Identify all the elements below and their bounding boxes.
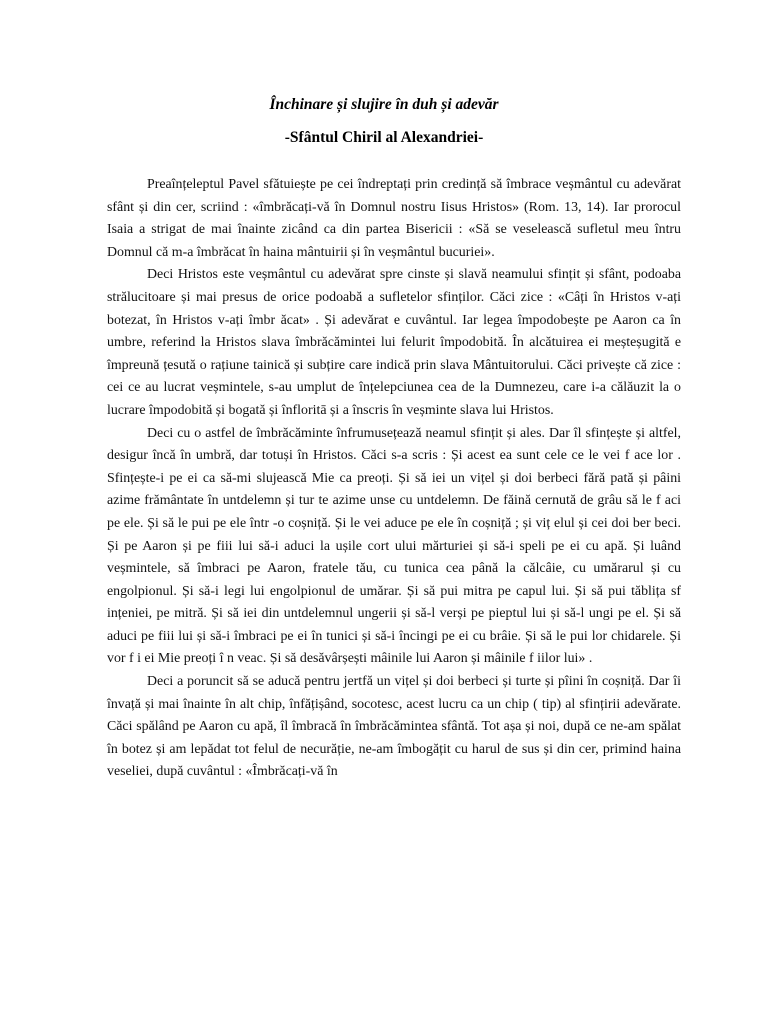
paragraph: Deci cu o astfel de îmbrăcăminte înfrumusețează neamul sfințit și ales. Dar îl sfințește și altfel, desigur încă în umbră, dar totuși în Hristos. Căci s-a scris : Și acest ea sunt cele ce le vei f ace lor . Sfințește-i pe ei ca să-mi slujească Mie ca preoți. Și să iei un vițel și doi berbeci fără pată și pâini azime frământate în untdelemn și tur te azime unse cu untdelemn. De făină cernută de grâu să le f aci pe ele. Și să le pui pe ele într -o coșniță. Și le vei aduce pe ele în coșniță ; și viț elul și cei doi ber beci. Și pe Aaron și pe fiii lui să-i aduci la ușile cort ului mărturiei și să-i speli pe ei cu apă. Și luând veșmintele, să îmbraci pe Aaron, fratele tău, cu tunica cea până la călcâie, cu umărarul și cu engolpionul. Și să-i legi lui engolpionul de umărar. Și să pui mitra pe capul lui. Și să pui tăblița sf ințeniei, pe mitră. Și să iei din untdelemnul ungerii și să-l verși pe pieptul lui și să-l ungi pe el. Și să aduci pe fiii lui și să-i îmbraci pe ei în tunici și să-i încingi pe ei cu brâie. Și să le pui lor chidarele. Și vor f i ei Mie preoți î n veac. Și să desăvârșești mâinile lui Aaron și mâinile f iilor lui» . xyxy=(107,425,681,667)
document-title: Închinare și slujire în duh și adevăr xyxy=(269,96,499,113)
document-subtitle: -Sfântul Chiril al Alexandriei- xyxy=(284,129,484,146)
paragraph: Preaînțeleptul Pavel sfătuiește pe cei îndreptați prin credință să îmbrace veșmântul cu adevărat sfânt și din cer, scriind : «îmbrăcați-vă în Domnul nostru Iisus Hristos» (Rom. 13, 14). Iar prorocul Isaia a strigat de mai înainte zicând ca din partea Bisericii : «Să se veselească sufletul meu întru Domnul că m-a îmbrăcat în haina mântuirii și în veșmântul bucuriei». xyxy=(107,177,681,260)
document-body xyxy=(107,174,681,784)
paragraph: Deci a poruncit să se aducă pentru jertfă un vițel și doi berbeci și turte și pîini în coșniță. Dar îi învață și mai înainte în alt chip, înfățișând, socotesc, acest lucru ca un chip ( tip) al sfințirii adevărate. Căci spălând pe Aaron cu apă, îl îmbracă în îmbrăcămintea sfântă. Tot așa și noi, după ce ne-am spălat în botez și am lepădat tot felul de necurăție, ne-am îmbogățit cu harul de sus și din cer, primind haina veseliei, după cuvântul : «Îmbrăcați-vă în xyxy=(107,674,681,780)
paragraph: Deci Hristos este veșmântul cu adevărat spre cinste și slavă neamului sfințit și sfânt, podoaba strălucitoare și mai presus de orice podoabă a sufletelor sfinților. Căci zice : «Câți în Hristos v-ați botezat, în Hristos v-ați îmbr ăcat» . Și adevărat e cuvântul. Iar legea împodobește pe Aaron ca în umbre, referind la Hristos slava îmbrăcămintei lui felurit împodobită. În alcătuirea ei meșteșugită e împreună țesută o rațiune tainică și subțire care indică prin slava Mântuitorului. Căci privește că zice : cei ce au lucrat veșmintele, s-au umplut de înțelepciunea cea de la Dumnezeu, care i-a călăuzit la o lucrare împodobită și bogată și înfloritā și a înscris în veșminte slava lui Hristos. xyxy=(107,267,681,418)
